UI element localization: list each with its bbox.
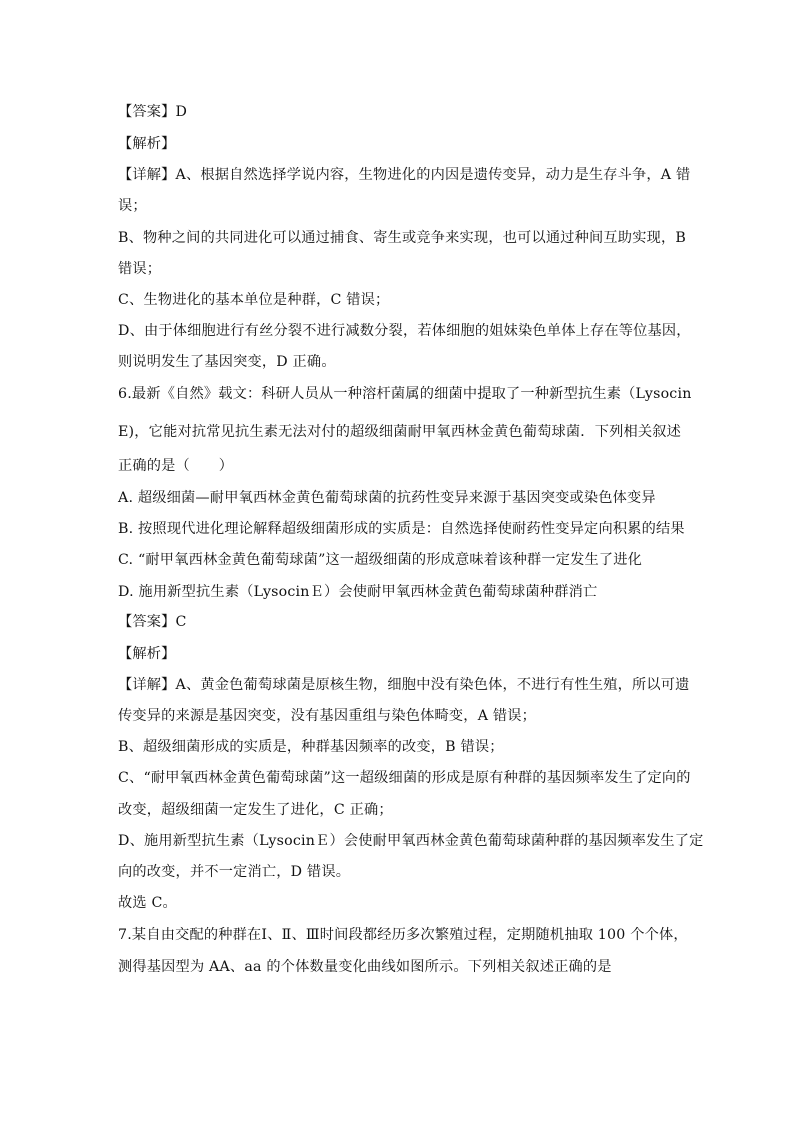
- q5-detail-line: 【详解】A、根据自然选择学说内容，生物进化的内因是遗传变异，动力是生存斗争，A 错: [118, 167, 691, 183]
- q6-analysis-heading: 【解析】: [118, 646, 176, 662]
- q7-stem-line: 7.某自由交配的种群在Ⅰ、Ⅱ、Ⅲ时间段都经历多次繁殖过程，定期随机抽取 100 个个体，: [118, 927, 688, 943]
- q5-detail-line: 错误；: [118, 261, 162, 277]
- q5-detail-line: D、由于体细胞进行有丝分裂不进行减数分裂，若体细胞的姐妹染色单体上存在等位基因，: [118, 323, 691, 339]
- q5-analysis-heading: 【解析】: [118, 136, 176, 152]
- q6-detail-line: B、超级细菌形成的实质是，种群基因频率的改变，B 错误；: [118, 739, 504, 755]
- q6-detail-line: 故选 C。: [118, 895, 177, 911]
- q5-detail-line: 则说明发生了基因突变，D 正确。: [118, 354, 336, 370]
- q6-detail-line: C、“耐甲氧西林金黄色葡萄球菌”这一超级细菌的形成是原有种群的基因频率发生了定向的: [118, 770, 691, 786]
- q6-detail-line: D、施用新型抗生素（LysocinＥ）会使耐甲氧西林金黄色葡萄球菌种群的基因频率发生了定: [118, 833, 704, 849]
- q6-stem-line: 正确的是（ ）: [118, 458, 234, 474]
- q6-option-a: A. 超级细菌—耐甲氧西林金黄色葡萄球菌的抗药性变异来源于基因突变或染色体变异: [118, 490, 656, 506]
- q5-detail-line: C、生物进化的基本单位是种群，C 错误；: [118, 292, 390, 308]
- q6-detail-line: 传变异的来源是基因突变，没有基因重组与染色体畸变，A 错误；: [118, 708, 537, 724]
- q6-option-b: B. 按照现代进化理论解释超级细菌形成的实质是：自然选择使耐药性变异定向积累的结果: [118, 521, 685, 537]
- q6-stem-line: E)，它能对抗常见抗生素无法对付的超级细菌耐甲氧西林金黄色葡萄球菌．下列相关叙述: [118, 424, 682, 440]
- q7-stem-line: 测得基因型为 AA、aa 的个体数量变化曲线如图所示。下列相关叙述正确的是: [118, 959, 612, 975]
- q6-detail-line: 【详解】A、黄金色葡萄球菌是原核生物，细胞中没有染色体，不进行有性生殖，所以可遗: [118, 677, 690, 693]
- q5-answer: 【答案】D: [118, 104, 188, 120]
- q6-detail-line: 向的改变，并不一定消亡，D 错误。: [118, 864, 351, 880]
- q6-answer: 【答案】C: [118, 614, 187, 630]
- q6-option-d: D. 施用新型抗生素（LysocinＥ）会使耐甲氧西林金黄色葡萄球菌种群消亡: [118, 584, 598, 600]
- q6-option-c: C. “耐甲氧西林金黄色葡萄球菌”这一超级细菌的形成意味着该种群一定发生了进化: [118, 552, 643, 568]
- q6-detail-line: 改变，超级细菌一定发生了进化，C 正确；: [118, 802, 393, 818]
- q5-detail-line: B、物种之间的共同进化可以通过捕食、寄生或竞争来实现，也可以通过种间互助实现，B: [118, 230, 686, 246]
- q5-detail-line: 误；: [118, 198, 147, 214]
- q6-stem-line: 6.最新《自然》载文：科研人员从一种溶杆菌属的细菌中提取了一种新型抗生素（Lysocin: [118, 386, 692, 402]
